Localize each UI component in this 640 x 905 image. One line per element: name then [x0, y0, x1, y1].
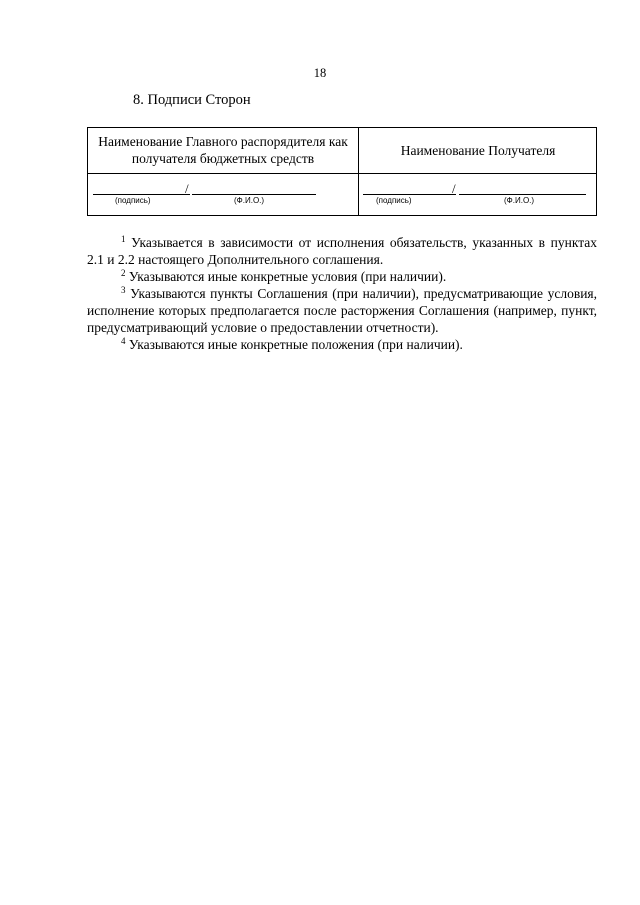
signature-caption: (подпись) [376, 196, 412, 205]
footnote-mark: 1 [121, 234, 126, 244]
signature-line [93, 194, 190, 195]
signature-separator: / [452, 181, 456, 196]
signature-line [363, 194, 456, 195]
footnote-mark: 3 [121, 285, 126, 295]
footnote-mark: 4 [121, 336, 126, 346]
recipient-header: Наименование Получателя [400, 143, 556, 158]
footnote [87, 336, 597, 353]
table-row-divider [88, 173, 596, 174]
signature-separator: / [185, 181, 189, 196]
page-number: 18 [313, 66, 327, 80]
footnote-text: Указываются иные конкретные положения (при наличии). [128, 337, 463, 352]
footnote [87, 268, 597, 285]
name-line [459, 194, 586, 195]
section-heading: 8. Подписи Сторон [133, 92, 251, 108]
name-caption: (Ф.И.О.) [504, 196, 535, 205]
name-line [192, 194, 316, 195]
footnote-text: Указываются иные конкретные условия (при наличии). [128, 269, 447, 284]
footnote [87, 285, 597, 336]
chief-administrator-header: Наименование Главного распорядителя как получателя бюджетных средств [98, 134, 348, 166]
name-caption: (Ф.И.О.) [234, 196, 265, 205]
footnote-text: Указывается в зависимости от исполнения обязательств, указанных в пунктах 2.1 и 2.2 настоящего Дополнительного соглашения. [87, 235, 598, 267]
footnote [87, 234, 597, 268]
footnotes [87, 234, 597, 353]
signature-table [87, 127, 597, 216]
signature-caption: (подпись) [115, 196, 151, 205]
footnote-text: Указываются пункты Соглашения (при наличии), предусматривающие условия, исполнение которых предполагается после расторжения Соглашения (например, пункт, предусматривающий условие о предоставлении отчетности). [87, 286, 597, 335]
footnote-mark: 2 [121, 268, 126, 278]
